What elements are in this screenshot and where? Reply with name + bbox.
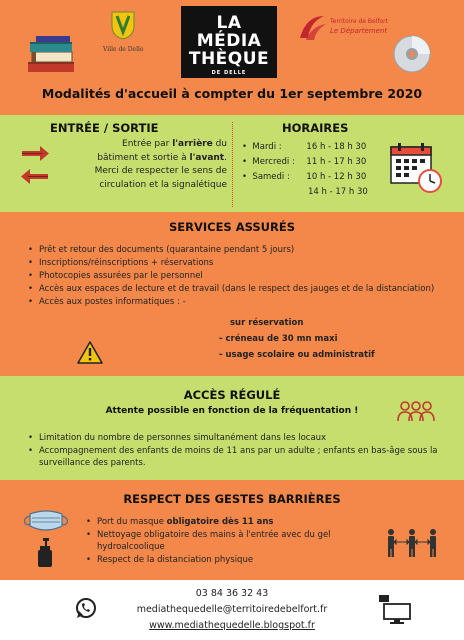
- entree-line2-b: l'avant: [189, 152, 225, 163]
- delle-label: Ville de Delle: [103, 46, 144, 53]
- delle-crest-icon: [110, 10, 136, 40]
- footer-email[interactable]: mediathequedelle@territoiredebelfort.fr: [136, 604, 328, 615]
- postes-creneau-text: créneau de 30 mn maxi: [225, 334, 338, 344]
- acces-band: [0, 376, 464, 480]
- postes-usage-text: usage scolaire ou administratif: [225, 350, 375, 360]
- page-title: Modalités d'accueil à compter du 1er septembre 2020: [41, 86, 423, 101]
- horaire-hours-2: 10 h - 12 h 30: [306, 172, 367, 182]
- mediatheque-line3: DE DELLE: [211, 70, 247, 76]
- horaires-section: [232, 115, 464, 212]
- horaires-heading: HORAIRES: [282, 121, 349, 135]
- entree-line2: [62, 152, 227, 166]
- horaire-row-0: • Mardi : 16 h - 18 h 30: [242, 142, 367, 152]
- belfort-line2: Le Département: [330, 27, 388, 35]
- warning-icon: [76, 340, 104, 365]
- services-heading: SERVICES ASSURÉS: [168, 220, 296, 234]
- postes-reservation: sur réservation: [230, 318, 304, 328]
- entree-line2-a: bâtiment et sortie à: [97, 152, 190, 163]
- computer-icon: [378, 594, 412, 624]
- cd-icon: [392, 34, 432, 74]
- services-list: [26, 244, 446, 309]
- belfort-logo: [296, 12, 388, 48]
- calendar-clock-icon: [388, 141, 444, 195]
- footer-band: [0, 580, 464, 640]
- gestes-list: [84, 516, 374, 567]
- entree-sortie-section: [0, 115, 232, 212]
- acces-heading: ACCÈS RÉGULÉ: [183, 388, 281, 402]
- sanitizer-icon: [36, 538, 54, 568]
- gestes-heading: RESPECT DES GESTES BARRIÈRES: [123, 492, 341, 506]
- books-icon: [26, 36, 78, 74]
- entree-line4: circulation et la signalétique: [99, 179, 227, 190]
- list-item: • Photocopies assurées par le personnel: [26, 270, 446, 282]
- direction-arrows-icon: [20, 146, 50, 184]
- social-distancing-icon: [384, 528, 440, 558]
- belfort-line1: Territoire de Belfort: [330, 18, 388, 25]
- footer-phone: 03 84 36 32 43: [195, 588, 269, 599]
- services-band: [0, 212, 464, 376]
- entree-line1-a: Entrée par: [122, 139, 173, 149]
- horaire-hours-0: 16 h - 18 h 30: [306, 142, 367, 152]
- postes-creneau: [219, 334, 338, 344]
- list-item: • Accès aux espaces de lecture et de travail (dans le respect des jauges et de la distanciation): [26, 283, 446, 295]
- acces-subheading: Attente possible en fonction de la fréquentation !: [105, 406, 359, 416]
- entree-line1-c: du: [212, 139, 227, 149]
- belfort-emblem-icon: [296, 12, 328, 44]
- website-link[interactable]: www.mediathequedelle.blogspot.fr: [149, 620, 315, 631]
- ville-de-delle-logo: [103, 10, 143, 53]
- entree-text: [62, 138, 227, 192]
- horaire-day-2: Samedi :: [252, 172, 290, 182]
- entree-line1-b: l'arrière: [172, 139, 213, 149]
- horaire-row-1: • Mercredi : 11 h - 17 h 30: [242, 157, 367, 167]
- horaire-hours-1: 11 h - 17 h 30: [306, 157, 367, 167]
- horaire-day-1: Mercredi :: [252, 157, 295, 167]
- horaire-row-2: • Samedi : 10 h - 12 h 30: [242, 172, 367, 182]
- entree-line3: Merci de respecter le sens de: [94, 166, 227, 176]
- list-item: • Accès aux postes informatiques : -: [26, 296, 446, 308]
- gestes-item1-b: obligatoire dès 11 ans: [166, 517, 274, 527]
- list-item: • Limitation du nombre de personnes simultanément dans les locaux: [26, 432, 450, 444]
- list-item: • Prêt et retour des documents (quarantaine pendant 5 jours): [26, 244, 446, 256]
- entree-line2-c: .: [224, 152, 227, 163]
- list-item: • Inscriptions/réinscriptions + réservations: [26, 257, 446, 269]
- entree-heading: ENTRÉE / SORTIE: [50, 121, 159, 135]
- group-people-icon: [396, 400, 436, 422]
- acces-list: [26, 432, 450, 470]
- whatsapp-icon: [74, 596, 98, 620]
- mask-icon: [22, 508, 70, 534]
- postes-creneau-prefix: -: [219, 334, 226, 344]
- postes-usage-prefix: -: [219, 350, 226, 360]
- entree-line1: [62, 138, 227, 152]
- mediatheque-line2: THÈQUE: [188, 49, 270, 69]
- horaire-hours-3: 14 h - 17 h 30: [308, 187, 368, 197]
- gestes-band: [0, 480, 464, 580]
- list-item: [84, 516, 374, 528]
- list-item: • Respect de la distanciation physique: [84, 554, 374, 566]
- horaire-day-0: Mardi :: [252, 142, 282, 152]
- list-item: • Accompagnement des enfants de moins de 11 ans par un adulte ; enfants en bas-âge sous la surveillance des parents.: [26, 445, 450, 469]
- horaire-row-3: [242, 187, 368, 197]
- gestes-item1-a: Port du masque: [97, 517, 167, 527]
- mediatheque-line1: LA MÉDIA: [196, 13, 262, 51]
- mediatheque-logo: [181, 6, 277, 78]
- header-band: [0, 0, 464, 115]
- postes-usage: [219, 350, 375, 360]
- entree-horaires-band: [0, 115, 464, 212]
- list-item: • Nettoyage obligatoire des mains à l'entrée avec du gel hydroalcoolique: [84, 529, 374, 553]
